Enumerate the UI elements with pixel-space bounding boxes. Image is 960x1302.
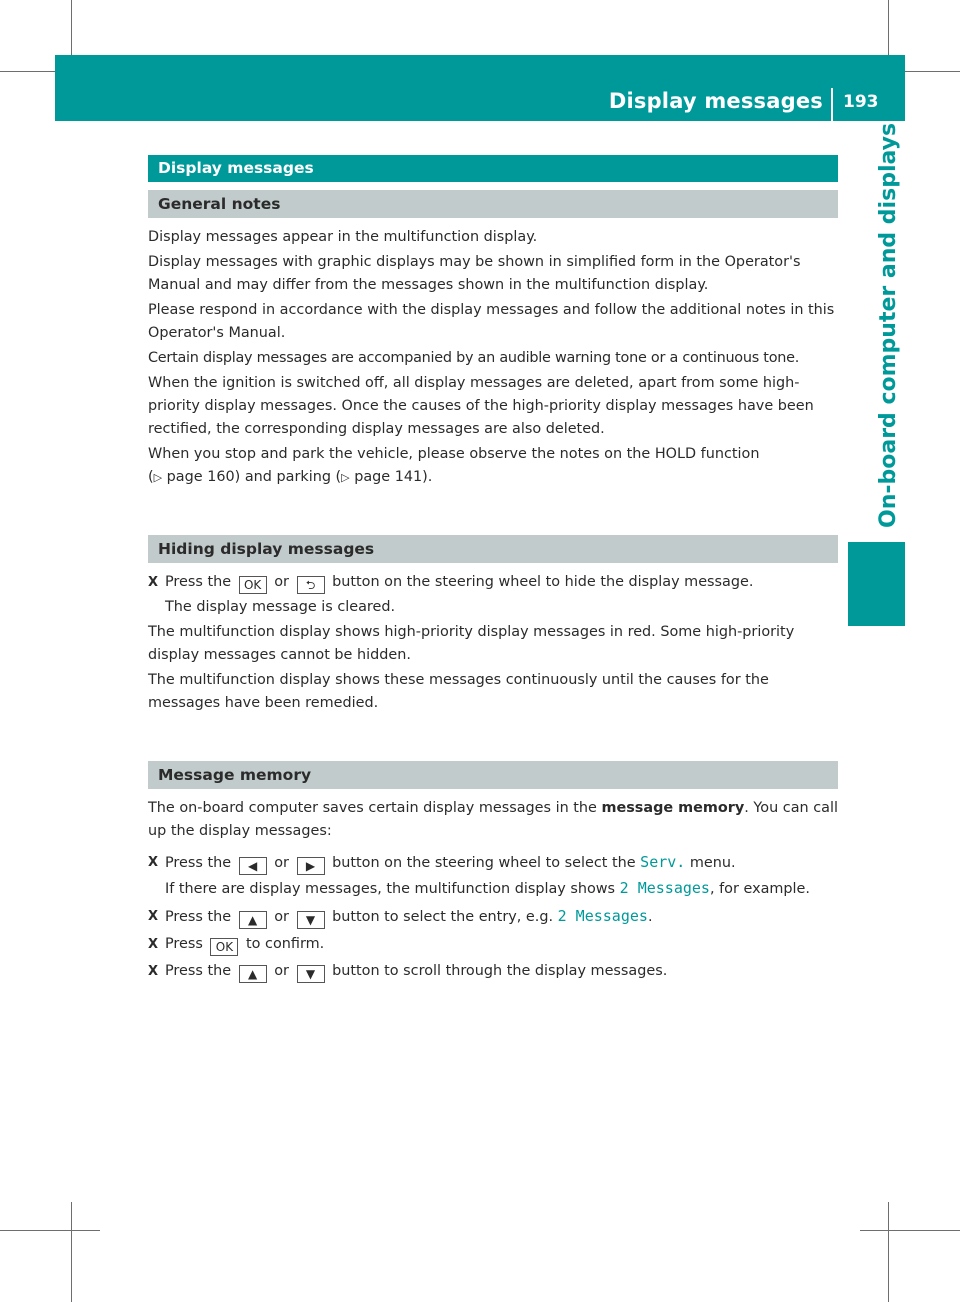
instruction-step: X Press the ▲ or ▼ button to select the entry, e.g. 2 Messages. [148, 907, 653, 927]
up-button-icon: ▲ [239, 965, 267, 983]
instruction-step: X Press the ◀ or ▶ button on the steering wheel to select the Serv. menu. [148, 853, 736, 873]
paragraph: The multifunction display shows high-priority display messages in red. Some high-priority display messages cannot be hidden. [148, 624, 795, 663]
down-button-icon: ▼ [297, 911, 325, 929]
paragraph: Please respond in accordance with the display messages and follow the additional notes in this Operator's Manual. [148, 302, 835, 341]
section-heading-hiding: Hiding display messages [148, 535, 838, 563]
left-button-icon: ◀ [239, 857, 267, 875]
crop-mark [888, 1202, 889, 1302]
side-chapter-label: On-board computer and displays [876, 122, 901, 528]
instruction-step: X Press the OK or ⮌ button on the steering wheel to hide the display message. [148, 571, 838, 594]
step-bullet-icon: X [148, 575, 159, 590]
paragraph: Display messages with graphic displays may be shown in simplified form in the Operator's Manual and may differ from the messages shown in the multifunction display. [148, 254, 801, 293]
page-content [148, 155, 838, 985]
up-button-icon: ▲ [239, 911, 267, 929]
crop-mark [0, 1230, 100, 1231]
instruction-step: X Press the ▲ or ▼ button to scroll through the display messages. [148, 960, 838, 983]
side-thumb-block [848, 542, 905, 626]
right-button-icon: ▶ [297, 857, 325, 875]
instruction-step: X Press OK to confirm. [148, 933, 838, 956]
step-result: The display message is cleared. [165, 599, 396, 615]
paragraph: Certain display messages are accompanied by an audible warning tone or a continuous tone. [148, 350, 800, 366]
crop-mark [71, 1202, 72, 1302]
display-text-messages: 2 Messages [557, 907, 648, 925]
step-bullet-icon: X [148, 937, 159, 952]
running-header-title: Display messages [608, 89, 823, 113]
chapter-heading: Display messages [148, 155, 838, 182]
paragraph: When the ignition is switched off, all display messages are deleted, apart from some high-priority display messages. Once the causes of the high-priority display messages have been rectified, the corresponding display messages are also deleted. [148, 375, 814, 437]
crop-mark [860, 1230, 960, 1231]
reference-arrow-icon: ▷ [341, 471, 350, 484]
back-button-icon: ⮌ [297, 576, 325, 594]
ok-button-icon: OK [239, 576, 267, 594]
page-reference-link[interactable]: page 141 [354, 469, 423, 485]
step-bullet-icon: X [148, 964, 159, 979]
display-text-messages: 2 Messages [619, 879, 710, 897]
paragraph-hold-reference: When you stop and park the vehicle, please observe the notes on the HOLD function (▷ page 160) and parking (▷ page 141). [148, 446, 760, 485]
reference-arrow-icon: ▷ [153, 471, 163, 484]
page-reference-link[interactable]: page 160 [166, 469, 235, 485]
step-result: If there are display messages, the multifunction display shows 2 Messages, for example. [165, 879, 810, 897]
paragraph: The on-board computer saves certain display messages in the message memory. You can call up the display messages: [148, 800, 838, 839]
emphasis-term: message memory [601, 800, 745, 816]
section-heading-general-notes: General notes [148, 190, 838, 218]
display-text-serv: Serv. [640, 853, 686, 871]
paragraph: The multifunction display shows these messages continuously until the causes for the messages have been remedied. [148, 672, 769, 711]
step-bullet-icon: X [148, 855, 159, 870]
ok-button-icon: OK [210, 938, 238, 956]
down-button-icon: ▼ [297, 965, 325, 983]
section-heading-message-memory: Message memory [148, 761, 838, 789]
step-bullet-icon: X [148, 909, 159, 924]
running-header-separator [831, 88, 833, 121]
paragraph: Display messages appear in the multifunction display. [148, 229, 538, 245]
page-number: 193 [843, 92, 879, 112]
